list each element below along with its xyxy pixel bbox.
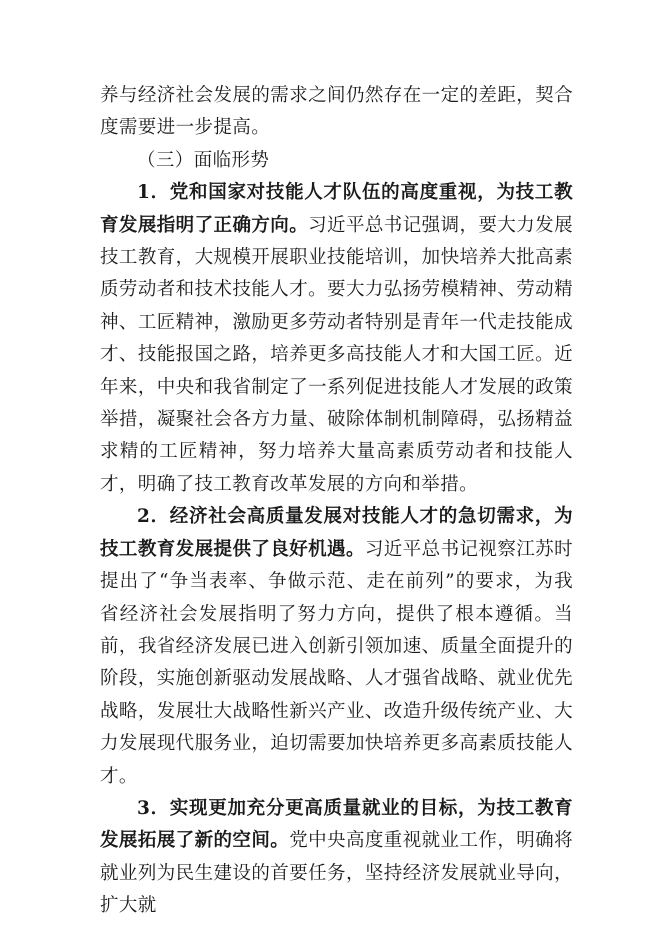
paragraph-3 xyxy=(100,793,573,923)
paragraph-3-lead: 3．实现更加充分更高质量就业的目标，为技工教育发展拓展了新的空间。 xyxy=(100,797,573,852)
paragraph-2-lead: 2．经济社会高质量发展对技能人才的急切需求，为技工教育发展提供了良好机遇。 xyxy=(100,506,573,560)
paragraph-2 xyxy=(100,501,573,793)
section-heading-text: （三）面临形势 xyxy=(137,149,270,171)
paragraph-1-lead: 1．党和国家对技能人才队伍的高度重视，为技工教育发展指明了正确方向。 xyxy=(100,182,573,236)
paragraph-3-body: 党中央高度重视就业工作，明确将就业列为民生建设的首要任务，坚持经济发展就业导向，扩大就 xyxy=(100,830,573,917)
paragraph-1-body: 习近平总书记强调，要大力发展技工教育，大规模开展职业技能培训，加快培养大批高素质劳动者和技术技能人才。要大力弘扬劳模精神、劳动精神、工匠精神，激励更多劳动者特别是青年一代走技能成才、技能报国之路，培养更多高技能人才和大国工匠。近年来，中央和我省制定了一系列促进技能人才发展的政策举措，凝聚社会各方力量、破除体制机制障碍，弘扬精益求精的工匠精神，努力培养大量高素质劳动者和技能人才，明确了技工教育改革发展的方向和举措。 xyxy=(100,214,573,495)
paragraph-text: 养与经济社会发展的需求之间仍然存在一定的差距，契合度需要进一步提高。 xyxy=(100,85,573,139)
section-heading xyxy=(100,145,573,177)
paragraph-continuation xyxy=(100,80,573,145)
paragraph-1 xyxy=(100,177,573,501)
paragraph-2-body: 习近平总书记视察江苏时提出了“争当表率、争做示范、走在前列”的要求，为我省经济社会发展指明了努力方向，提供了根本遵循。当前，我省经济发展已进入创新引领加速、质量全面提升的阶段，实施创新驱动发展战略、人才强省战略、就业优先战略，发展壮大战略性新兴产业、改造升级传统产业、大力发展现代服务业，迫切需要加快培养更多高素质技能人才。 xyxy=(100,538,573,787)
